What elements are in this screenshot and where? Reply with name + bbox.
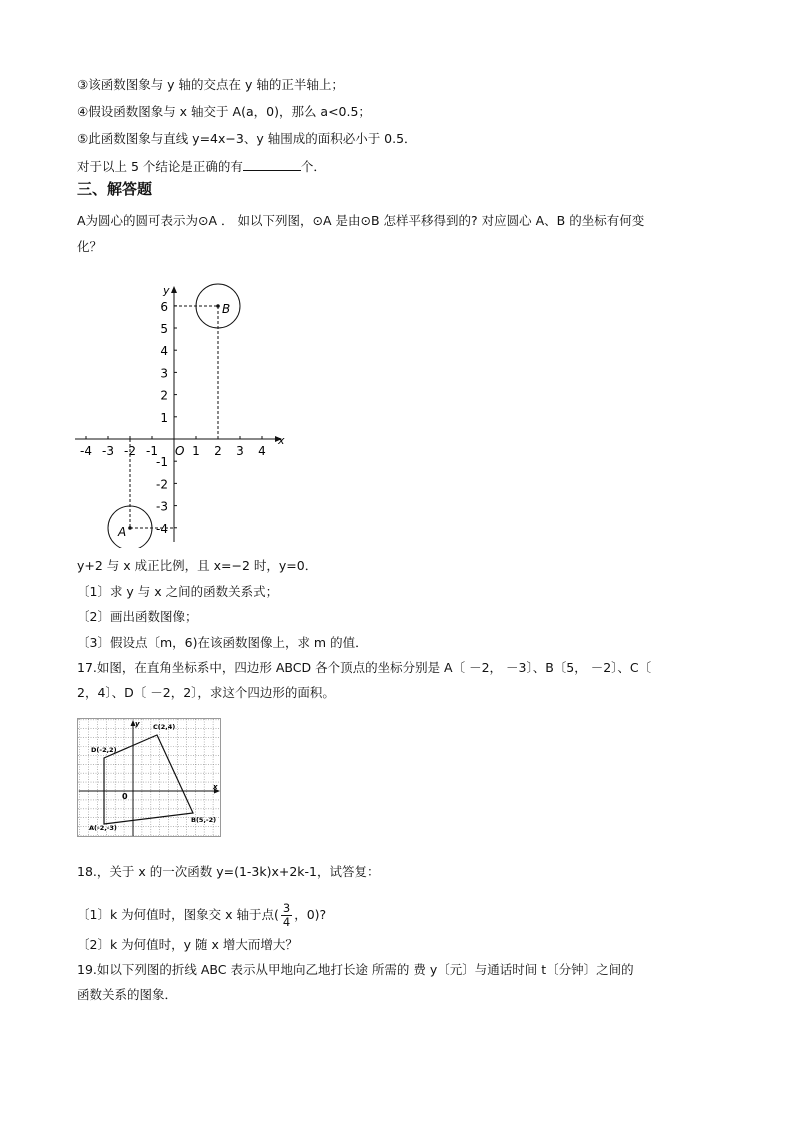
x-tick-label: -1	[146, 444, 158, 458]
x-axis-label: x	[278, 434, 285, 447]
y-tick-label: 1	[160, 410, 168, 425]
g2-origin: 0	[122, 792, 128, 801]
y-tick-label: -1	[156, 455, 168, 470]
problem-17-line-1: 17.如图，在直角坐标系中，四边形 ABCD 各个顶点的坐标分别是 A〔 －2， －3〕、B〔5， －2〕、C〔	[77, 660, 652, 675]
x-tick-label: 1	[192, 444, 200, 458]
problem-2-part-3: 〔3〕假设点〔m，6)在该函数图像上，求 m 的值．	[77, 635, 368, 650]
problem-18-part-2: 〔2〕k 为何值时，y 随 x 增大而增大？	[77, 937, 298, 952]
g2-label-b: B(5,-2)	[191, 816, 217, 824]
x-tick-label: 4	[258, 444, 266, 458]
x-tick-label: 3	[236, 444, 244, 458]
y-tick-label: -2	[156, 477, 168, 492]
conclusion-3: ③该函数图象与 y 轴的交点在 y 轴的正半轴上；	[77, 77, 344, 92]
x-tick-label: -2	[124, 444, 136, 458]
problem-19-line-1: 19.如以下列图的折线 ABC 表示从甲地向乙地打长途 所需的 费 y〔元〕与通话时间 t〔分钟〕之间的	[77, 962, 634, 977]
center-b	[216, 304, 220, 308]
quadrilateral-graph	[77, 718, 223, 839]
problem-18-part-1	[77, 902, 326, 929]
question-count	[77, 156, 326, 176]
y-tick-label: 4	[160, 344, 168, 359]
label-a: A	[118, 525, 127, 539]
x-tick-label: 2	[214, 444, 222, 458]
p18-1-text: 〔1〕k 为何值时，图象交 x 轴于点(	[77, 907, 279, 922]
problem-2-part-1: 〔1〕求 y 与 x 之间的函数关系式；	[77, 584, 279, 599]
x-tick-label: -3	[102, 444, 114, 458]
fraction-three-quarters	[281, 902, 292, 929]
y-tick-label: -4	[156, 521, 168, 536]
origin-label: O	[175, 444, 185, 458]
y-axis-label: y	[163, 284, 170, 297]
question-count-suffix: 个．	[300, 159, 326, 174]
problem-2-part-2: 〔2〕画出函数图像；	[77, 609, 198, 624]
center-a	[128, 526, 132, 530]
y-tick-label: 5	[160, 322, 168, 336]
g2-label-d: D(-2,2)	[91, 746, 117, 754]
problem-18-statement: 18.，关于 x 的一次函数 y=(1-3k)x+2k-1，试答复：	[77, 864, 380, 879]
coordinate-graph-circles	[70, 280, 290, 548]
problem-1-line-1: A为圆心的圆可表示为⊙A ． 如以下列图，⊙A 是由⊙B 怎样平移得到的? 对应圆心 A、B 的坐标有何变	[77, 213, 645, 228]
section-heading: 三、解答题	[77, 180, 153, 198]
answer-blank	[243, 156, 301, 171]
fraction-numerator: 3	[282, 901, 291, 915]
question-count-text: 对于以上 5 个结论是正确的有	[77, 159, 243, 174]
y-tick-label: 6	[160, 299, 168, 314]
y-tick-label: 3	[160, 366, 168, 381]
conclusion-5: ⑤此函数图象与直线 y=4x−3、y 轴围成的面积必小于 0.5．	[77, 131, 417, 146]
problem-19-line-2: 函数关系的图象．	[77, 987, 178, 1002]
p18-1-suffix: ，0)?	[294, 907, 327, 922]
x-tick-label: -4	[80, 444, 92, 458]
g2-label-c: C(2,4)	[153, 723, 176, 731]
g2-y-label: y	[135, 720, 140, 728]
y-tick-label: 2	[160, 388, 168, 403]
g2-label-a: A(-2,-3)	[89, 824, 117, 832]
problem-17-line-2: 2，4〕、D〔 －2，2〕，求这个四边形的面积。	[77, 685, 335, 700]
problem-1-line-2: 化？	[77, 239, 103, 254]
y-tick-label: -3	[156, 499, 168, 514]
g2-x-label: x	[213, 783, 218, 791]
label-b: B	[222, 302, 231, 316]
conclusion-4: ④假设函数图象与 x 轴交于 A(a，0)，那么 a<0.5；	[77, 104, 371, 119]
problem-2-statement: y+2 与 x 成正比例，且 x=−2 时，y=0．	[77, 558, 318, 573]
fraction-denominator: 4	[282, 915, 291, 929]
